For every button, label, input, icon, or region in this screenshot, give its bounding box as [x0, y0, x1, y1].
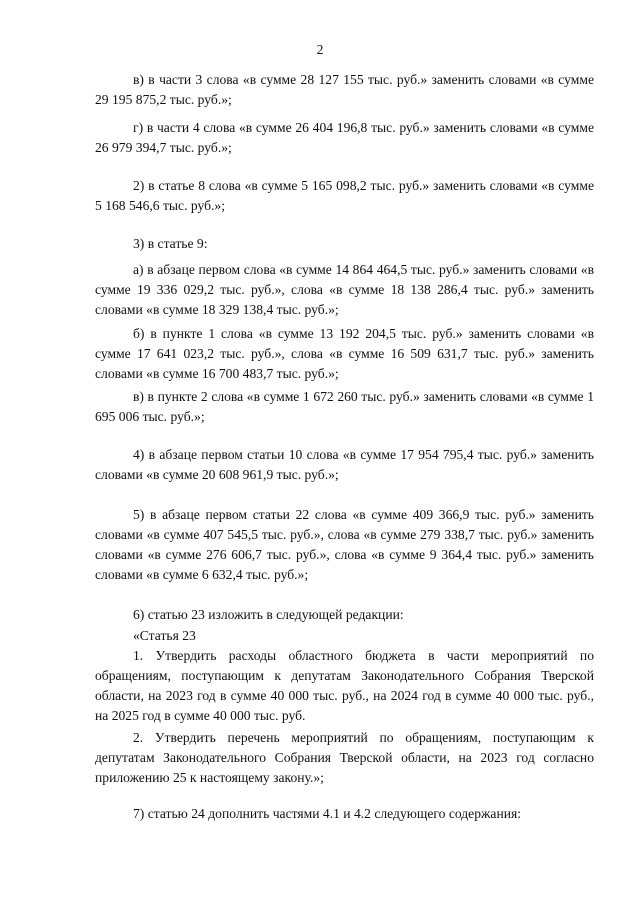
- paragraph-item-5: 5) в абзаце первом статьи 22 слова «в сумме 409 366,9 тыс. руб.» заменить словами «в сумме 407 545,5 тыс. руб.», слова «в сумме 279 338,7 тыс. руб.» заменить словами «в сумме 276 606,7 тыс. руб.», слова «в сумме 9 364,4 тыс. руб.» заменить словами «в сумме 6 632,4 тыс. руб.»;: [95, 507, 594, 582]
- paragraph-4g: г) в части 4 слова «в сумме 26 404 196,8 тыс. руб.» заменить словами «в сумме 26 979 394,7 тыс. руб.»;: [95, 120, 594, 155]
- article-23-heading: «Статья 23: [133, 628, 196, 643]
- page-number: 2: [316, 42, 324, 57]
- paragraph-3v: в) в части 3 слова «в сумме 28 127 155 тыс. руб.» заменить словами «в сумме 29 195 875,2 тыс. руб.»;: [95, 72, 594, 107]
- paragraph-3a: а) в абзаце первом слова «в сумме 14 864 464,5 тыс. руб.» заменить словами «в сумме 19 336 029,2 тыс. руб.», слова «в сумме 18 138 286,4 тыс. руб.» заменить словами «в сумме 18 329 138,4 тыс. руб.»;: [95, 262, 594, 317]
- paragraph-item-2: 2) в статье 8 слова «в сумме 5 165 098,2 тыс. руб.» заменить словами «в сумме 5 168 546,6 тыс. руб.»;: [95, 178, 594, 213]
- paragraph-3v-2: в) в пункте 2 слова «в сумме 1 672 260 тыс. руб.» заменить словами «в сумме 1 695 006 тыс. руб.»;: [95, 389, 594, 424]
- paragraph-item-7: 7) статью 24 дополнить частями 4.1 и 4.2 следующего содержания:: [133, 806, 522, 821]
- paragraph-item-6: 6) статью 23 изложить в следующей редакции:: [133, 607, 404, 622]
- article-23-part-2: 2. Утвердить перечень мероприятий по обращениям, поступающим к депутатам Законодательного Собрания Тверской области, на 2023 год согласно приложению 25 к настоящему закону.»;: [95, 730, 594, 785]
- paragraph-3b: б) в пункте 1 слова «в сумме 13 192 204,5 тыс. руб.» заменить словами «в сумме 17 641 023,2 тыс. руб.», слова «в сумме 16 509 631,7 тыс. руб.» заменить словами «в сумме 16 700 483,7 тыс. руб.»;: [95, 326, 594, 381]
- paragraph-item-3: 3) в статье 9:: [133, 236, 208, 251]
- article-23-part-1: 1. Утвердить расходы областного бюджета в части мероприятий по обращениям, поступающим к депутатам Законодательного Собрания Тверской области, на 2023 год в сумме 40 000 тыс. руб., на 2024 год в сумме 40 000 тыс. руб., на 2025 год в сумме 40 000 тыс. руб.: [95, 648, 594, 723]
- paragraph-item-4: 4) в абзаце первом статьи 10 слова «в сумме 17 954 795,4 тыс. руб.» заменить словами «в сумме 20 608 961,9 тыс. руб.»;: [95, 447, 594, 482]
